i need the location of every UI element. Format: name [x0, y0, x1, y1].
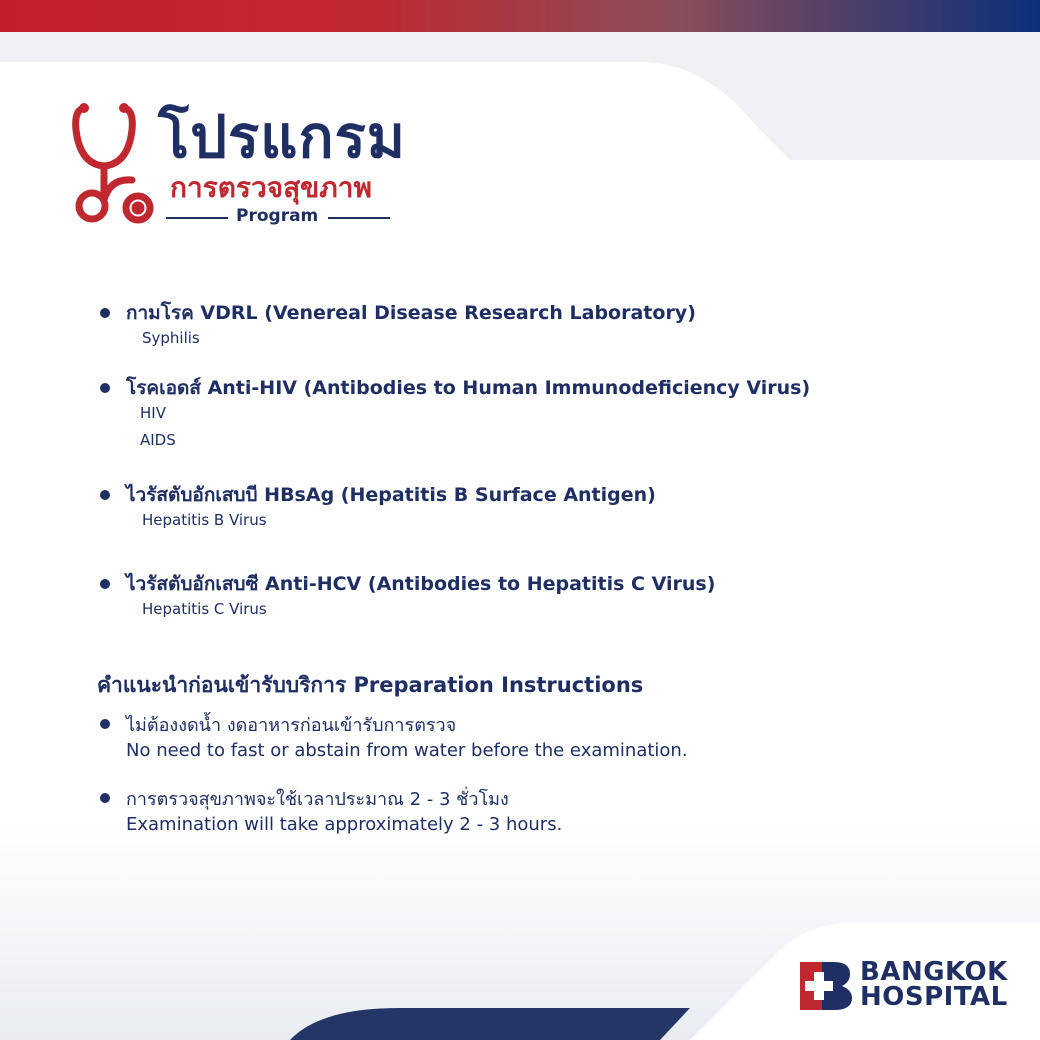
item-title: กามโรค VDRL (Venereal Disease Research Laboratory)	[126, 302, 696, 324]
stethoscope-icon	[70, 100, 160, 230]
item-sub: AIDS	[140, 431, 176, 449]
item-sub: Syphilis	[142, 329, 200, 347]
bangkok-hospital-cross-icon	[800, 962, 852, 1010]
bullet	[100, 383, 110, 393]
divider-right	[328, 217, 390, 219]
bullet	[100, 719, 110, 729]
page-subtitle: การตรวจสุขภาพ	[170, 171, 372, 204]
preparation-th: การตรวจสุขภาพจะใช้เวลาประมาณ 2 - 3 ชั่วโมง	[126, 789, 509, 810]
page-title: โปรแกรม	[158, 103, 407, 171]
preparation-en: No need to fast or abstain from water before the examination.	[126, 740, 688, 761]
bullet	[100, 490, 110, 500]
item-title: โรคเอดส์ Anti-HIV (Antibodies to Human Immunodeficiency Virus)	[126, 377, 811, 399]
item-title: ไวรัสตับอักเสบซี Anti-HCV (Antibodies to Hepatitis C Virus)	[126, 573, 716, 595]
preparation-heading: คำแนะนำก่อนเข้ารับบริการ Preparation Instructions	[97, 673, 644, 697]
bullet	[100, 308, 110, 318]
preparation-en: Examination will take approximately 2 - 3 hours.	[126, 814, 563, 835]
brand-line2: HOSPITAL	[860, 982, 1008, 1012]
divider-left	[166, 217, 228, 219]
bullet	[100, 579, 110, 589]
item-sub: Hepatitis B Virus	[142, 511, 267, 529]
bullet	[100, 793, 110, 803]
item-sub: HIV	[140, 404, 166, 422]
preparation-th: ไม่ต้องงดน้ำ งดอาหารก่อนเข้ารับการตรวจ	[126, 715, 457, 736]
program-label: Program	[236, 206, 319, 226]
brand-name	[860, 957, 1008, 1012]
item-title: ไวรัสตับอักเสบบี HBsAg (Hepatitis B Surface Antigen)	[126, 484, 656, 506]
brand-line1: BANGKOK	[860, 957, 1008, 987]
item-sub: Hepatitis C Virus	[142, 600, 267, 618]
